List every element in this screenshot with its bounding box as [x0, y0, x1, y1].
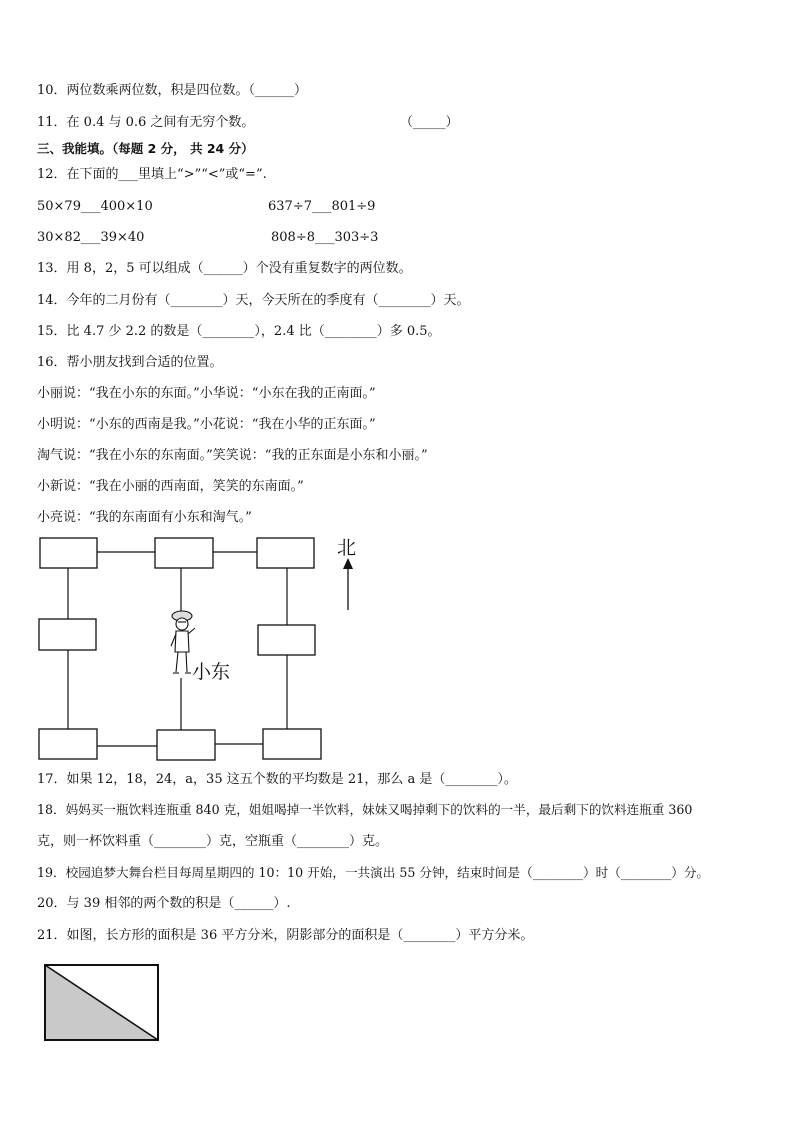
position-box-top-right: [257, 538, 314, 568]
question-19: 19．校园追梦大舞台栏目每周星期四的 10：10 开始，一共演出 55 分钟，结束时间是（________）时（________）分。: [37, 865, 710, 880]
position-box-bottom-middle: [157, 730, 215, 760]
question-12-item-d: 808÷8___303÷3: [271, 230, 379, 245]
question-10: 10．两位数乘两位数，积是四位数。（______）: [37, 83, 308, 98]
question-12-item-a: 50×79___400×10: [37, 199, 153, 214]
position-box-bottom-left: [39, 729, 97, 759]
question-18-line-2: 克，则一杯饮料重（________）克，空瓶重（________）克。: [37, 834, 389, 849]
question-13: 13．用 8，2，5 可以组成（______）个没有重复数字的两位数。: [37, 261, 412, 276]
question-16: 16．帮小朋友找到合适的位置。: [37, 355, 223, 370]
position-diagram: [0, 530, 400, 770]
question-15: 15．比 4.7 少 2.2 的数是（________），2.4 比（________）多 0.5。: [37, 324, 441, 339]
question-16-statement-1: 小丽说：“我在小东的东面。”小华说：“小东在我的正南面。”: [37, 386, 376, 401]
question-12-item-b: 637÷7___801÷9: [268, 199, 376, 214]
section-3-heading: 三、我能填。（每题 2 分， 共 24 分）: [37, 141, 254, 156]
position-box-bottom-right: [263, 729, 321, 759]
north-arrow-icon: [343, 558, 353, 610]
question-16-statement-4: 小新说：“我在小丽的西南面，笑笑的东南面。”: [37, 479, 304, 494]
position-box-top-middle: [155, 538, 213, 568]
question-12-item-c: 30×82___39×40: [37, 230, 145, 245]
question-16-statement-2: 小明说：“小东的西南是我。”小花说：“我在小华的正东面。”: [37, 417, 376, 432]
north-label: 北: [337, 537, 357, 559]
question-12: 12．在下面的___里填上“>”“<”或“=”.: [37, 167, 267, 182]
question-18-line-1: 18．妈妈买一瓶饮料连瓶重 840 克，姐姐喝掉一半饮料，妹妹又喝掉剩下的饮料的一半，最后剩下的饮料连瓶重 360: [37, 802, 693, 817]
question-16-statement-3: 淘气说：“我在小东的东南面。”笑笑说：“我的正东面是小东和小丽。”: [37, 448, 428, 463]
question-11: 11．在 0.4 与 0.6 之间有无穷个数。: [37, 115, 255, 130]
position-box-top-left: [40, 538, 97, 568]
question-17: 17．如果 12，18，24，a，35 这五个数的平均数是 21，那么 a 是（________）。: [37, 772, 517, 787]
question-14: 14．今年的二月份有（________）天，今天所在的季度有（________）天。: [37, 293, 470, 308]
position-box-middle-left: [39, 619, 96, 650]
person-label-xiaodong: 小东: [192, 661, 231, 683]
question-11-answer-blank: （_____）: [400, 115, 459, 130]
question-16-statement-5: 小亮说：“我的东南面有小东和淘气。”: [37, 510, 252, 525]
question-21: 21．如图，长方形的面积是 36 平方分米，阴影部分的面积是（________）平方分米。: [37, 928, 534, 943]
rectangle-figure: [40, 960, 164, 1046]
question-20: 20．与 39 相邻的两个数的积是（______）.: [37, 896, 291, 911]
position-box-middle-right: [258, 625, 315, 655]
